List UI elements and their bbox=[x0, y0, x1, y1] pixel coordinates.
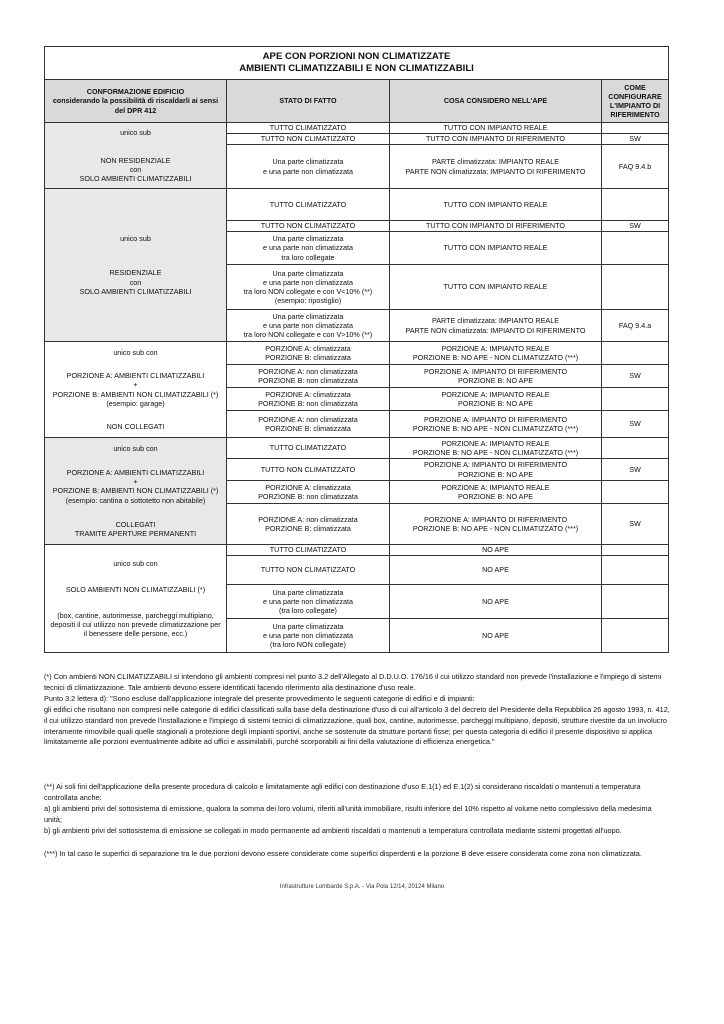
title-line-2: AMBIENTI CLIMATIZZABILI E NON CLIMATIZZABILI bbox=[239, 63, 474, 74]
group-desc bbox=[45, 123, 227, 189]
table-row bbox=[45, 438, 669, 459]
cell-stato: Una parte climatizzata e una parte non climatizzata (tra loro NON collegate) bbox=[227, 619, 390, 653]
cell-stato: Una parte climatizzata e una parte non climatizzata (tra loro collegate) bbox=[227, 585, 390, 619]
notes-block-1 bbox=[44, 672, 670, 748]
cell-stato: Una parte climatizzata e una parte non climatizzata tra loro collegate bbox=[227, 232, 390, 265]
note-punto-3-2-text: gli edifici che risultano non compresi nelle categorie di edifici classificati sulla base della destinazione d'uso di cui all'articolo 3 del decreto del Presidente della Repubblica 26 agosto 1993, n. 412, il cui utilizzo standard non prevede l'installazione e l'impiego di sistemi tecnici di climatizzazione, quali box, cantine, autorimesse, parcheggi multipiano, depositi, strutture rivestite da un involucro interamente rimovibile quali quelle stagionali a protezione degli impianti sportivi, anche se sostenute da strutture portanti fisse; per questa categoria di edifici il presente dispositivo si applica limitatamente alle porzioni eventualmente adibite ad uffici e assimilabili, purché scorporabili ai fini della valutazione di efficienza energetica." bbox=[44, 704, 670, 747]
cell-come: SW bbox=[602, 221, 669, 232]
document-page bbox=[44, 46, 668, 653]
note-double-asterisk-b: b) gli ambienti privi del sottosistema di emissione se collegati in modo permanente ad ambienti riscaldati o mantenuti a temperatura controllata mediante sistemi progettati all'uopo. bbox=[44, 825, 622, 835]
table-row bbox=[45, 342, 669, 365]
cell-come bbox=[602, 232, 669, 265]
cell-stato: PORZIONE A: non climatizzata PORZIONE B: climatizzata bbox=[227, 504, 390, 545]
cell-come bbox=[602, 342, 669, 365]
cell-cosa: PORZIONE A: IMPIANTO DI RIFERIMENTO PORZIONE B: NO APE bbox=[390, 459, 602, 481]
cell-come bbox=[602, 481, 669, 504]
header-cosa: COSA CONSIDERO NELL'APE bbox=[390, 80, 602, 123]
cell-come: FAQ 9.4.a bbox=[602, 310, 669, 342]
cell-come bbox=[602, 619, 669, 653]
group-desc-a: unico sub con bbox=[113, 347, 158, 357]
group-desc-a: unico sub bbox=[120, 234, 151, 243]
group-desc bbox=[45, 438, 227, 545]
header-come: COME CONFIGURARE L'IMPIANTO DI RIFERIMENTO bbox=[602, 80, 669, 123]
notes-block-2 bbox=[44, 782, 670, 837]
page-footer: Infrastrutture Lombarde S.p.A. - Via Pola 12/14, 20124 Milano bbox=[279, 884, 445, 890]
cell-come bbox=[602, 388, 669, 411]
cell-come bbox=[602, 189, 669, 221]
cell-come bbox=[602, 265, 669, 310]
cell-stato: PORZIONE A: climatizzata PORZIONE B: climatizzata bbox=[227, 342, 390, 365]
cell-cosa: PARTE climatizzata: IMPIANTO REALE PARTE NON climatizzata: IMPIANTO DI RIFERIMENTO bbox=[390, 310, 602, 342]
header-stato: STATO DI FATTO bbox=[227, 80, 390, 123]
cell-come bbox=[602, 556, 669, 585]
cell-cosa: PORZIONE A: IMPIANTO DI RIFERIMENTO PORZIONE B: NO APE bbox=[390, 365, 602, 388]
cell-cosa: NO APE bbox=[390, 556, 602, 585]
cell-stato: TUTTO NON CLIMATIZZATO bbox=[227, 221, 390, 232]
group-desc-c: COLLEGATI TRAMITE APERTURE PERMANENTI bbox=[74, 519, 197, 538]
cell-come bbox=[602, 545, 669, 556]
group-desc-b: RESIDENZIALE con SOLO AMBIENTI CLIMATIZZABILI bbox=[79, 268, 192, 296]
cell-stato: Una parte climatizzata e una parte non climatizzata bbox=[227, 145, 390, 189]
cell-come bbox=[602, 585, 669, 619]
cell-come: SW bbox=[602, 504, 669, 545]
group-desc-a: unico sub bbox=[120, 127, 151, 137]
cell-come: SW bbox=[602, 459, 669, 481]
group-desc bbox=[45, 189, 227, 342]
cell-cosa: PORZIONE A: IMPIANTO REALE PORZIONE B: NO APE - NON CLIMATIZZATO (***) bbox=[390, 342, 602, 365]
note-double-asterisk-a: a) gli ambienti privi del sottosistema di emissione, qualora la somma dei loro volumi, riferiti all'unità immobiliare, risulti inferiore del 10% rispetto al volume netto complessivo della medesima unità; bbox=[44, 803, 652, 824]
note-punto-3-2: Punto 3.2 lettera d): "Sono escluse dall'applicazione integrale del presente provvedimento le seguenti categorie di edifici e di impianti: bbox=[44, 693, 475, 703]
cell-cosa: PARTE climatizzata: IMPIANTO REALE PARTE NON climatizzata: IMPIANTO DI RIFERIMENTO bbox=[390, 145, 602, 189]
cell-cosa: TUTTO CON IMPIANTO REALE bbox=[390, 265, 602, 310]
cell-stato: PORZIONE A: climatizzata PORZIONE B: non climatizzata bbox=[227, 388, 390, 411]
cell-stato: TUTTO CLIMATIZZATO bbox=[227, 545, 390, 556]
group-desc-b: PORZIONE A: AMBIENTI CLIMATIZZABILI + PORZIONE B: AMBIENTI NON CLIMATIZZABILI (*) (esempio: garage) bbox=[52, 371, 219, 408]
note-double-asterisk: (**) Ai soli fini dell'applicazione della presente procedura di calcolo e limitatamente agli edifici con destinazione d'uso E.1(1) ed E.1(2) si considerano riscaldati o mantenuti a temperatura controllata anche: bbox=[44, 782, 641, 802]
cell-stato: TUTTO NON CLIMATIZZATO bbox=[227, 459, 390, 481]
cell-cosa: TUTTO CON IMPIANTO REALE bbox=[390, 189, 602, 221]
ape-table bbox=[44, 46, 669, 653]
cell-come: SW bbox=[602, 411, 669, 438]
cell-come bbox=[602, 438, 669, 459]
cell-stato: PORZIONE A: non climatizzata PORZIONE B: climatizzata bbox=[227, 411, 390, 438]
table-title bbox=[45, 47, 669, 80]
cell-cosa: TUTTO CON IMPIANTO DI RIFERIMENTO bbox=[390, 134, 602, 145]
cell-cosa: NO APE bbox=[390, 619, 602, 653]
cell-cosa: NO APE bbox=[390, 545, 602, 556]
group-desc bbox=[45, 342, 227, 438]
table-title-row bbox=[45, 47, 669, 80]
cell-stato: PORZIONE A: non climatizzata PORZIONE B: non climatizzata bbox=[227, 365, 390, 388]
header-conformazione: CONFORMAZIONE EDIFICIO considerando la possibilità di riscaldarli ai sensi del DPR 412 bbox=[45, 80, 227, 123]
notes-block-3 bbox=[44, 849, 670, 860]
cell-come bbox=[602, 123, 669, 134]
note-asterisk: (*) Con ambienti NON CLIMATIZZABILI si intendono gli ambienti compresi nel punto 3.2 dell'Allegato al D.D.U.O. 176/16 il cui utilizzo standard non prevede l'installazione e l'impiego di sistemi tecnici di climatizzazione. Tale ambienti devono essere identificati facendo riferimento alla destinazione d'uso reale. bbox=[44, 672, 662, 692]
cell-cosa: PORZIONE A: IMPIANTO DI RIFERIMENTO PORZIONE B: NO APE - NON CLIMATIZZATO (***) bbox=[390, 504, 602, 545]
cell-stato: TUTTO NON CLIMATIZZATO bbox=[227, 134, 390, 145]
group-desc-b: PORZIONE A: AMBIENTI CLIMATIZZABILI + PORZIONE B: AMBIENTI NON CLIMATIZZABILI (*) (esempio: cantina o sottotetto non abitabile) bbox=[52, 467, 219, 505]
table-row bbox=[45, 189, 669, 221]
title-line-1: APE CON PORZIONI NON CLIMATIZZATE bbox=[262, 51, 451, 62]
cell-stato: Una parte climatizzata e una parte non climatizzata tra loro NON collegate e con V>10% (**) bbox=[227, 310, 390, 342]
group-desc-a: unico sub con bbox=[113, 444, 158, 453]
cell-come: FAQ 9.4.b bbox=[602, 145, 669, 189]
cell-cosa: TUTTO CON IMPIANTO DI RIFERIMENTO bbox=[390, 221, 602, 232]
cell-stato: TUTTO CLIMATIZZATO bbox=[227, 438, 390, 459]
group-desc-c: NON COLLEGATI bbox=[106, 422, 165, 432]
cell-stato: PORZIONE A: climatizzata PORZIONE B: non climatizzata bbox=[227, 481, 390, 504]
cell-stato: TUTTO CLIMATIZZATO bbox=[227, 189, 390, 221]
cell-cosa: TUTTO CON IMPIANTO REALE bbox=[390, 232, 602, 265]
table-row bbox=[45, 123, 669, 134]
cell-stato: TUTTO CLIMATIZZATO bbox=[227, 123, 390, 134]
cell-come: SW bbox=[602, 365, 669, 388]
cell-stato: TUTTO NON CLIMATIZZATO bbox=[227, 556, 390, 585]
cell-cosa: PORZIONE A: IMPIANTO DI RIFERIMENTO PORZIONE B: NO APE - NON CLIMATIZZATO (***) bbox=[390, 411, 602, 438]
note-triple-asterisk: (***) In tal caso le superfici di separazione tra le due porzioni devono essere considerate come superfici disperdenti e la porzione B deve essere considerata come zona non climatizzata. bbox=[44, 849, 642, 858]
group-desc-b: NON RESIDENZIALE con SOLO AMBIENTI CLIMATIZZABILI bbox=[79, 155, 192, 184]
table-row bbox=[45, 545, 669, 556]
header-row bbox=[45, 80, 669, 123]
cell-come: SW bbox=[602, 134, 669, 145]
cell-cosa: NO APE bbox=[390, 585, 602, 619]
cell-cosa: PORZIONE A: IMPIANTO REALE PORZIONE B: NO APE bbox=[390, 388, 602, 411]
cell-cosa: PORZIONE A: IMPIANTO REALE PORZIONE B: NO APE - NON CLIMATIZZATO (***) bbox=[390, 438, 602, 459]
group-desc-a: unico sub con bbox=[113, 558, 158, 568]
cell-cosa: TUTTO CON IMPIANTO REALE bbox=[390, 123, 602, 134]
cell-stato: Una parte climatizzata e una parte non climatizzata tra loro NON collegate e con V<10% (**) (esempio: ripostiglio) bbox=[227, 265, 390, 310]
group-desc-c: (box, cantine, autorimesse, parcheggi multipiano, depositi il cui utilizzo non prevede climatizzazione per il benessere delle persone, ecc.) bbox=[50, 610, 221, 639]
cell-cosa: PORZIONE A: IMPIANTO REALE PORZIONE B: NO APE bbox=[390, 481, 602, 504]
group-desc-b: SOLO AMBIENTI NON CLIMATIZZABILI (*) bbox=[65, 584, 206, 594]
group-desc bbox=[45, 545, 227, 653]
